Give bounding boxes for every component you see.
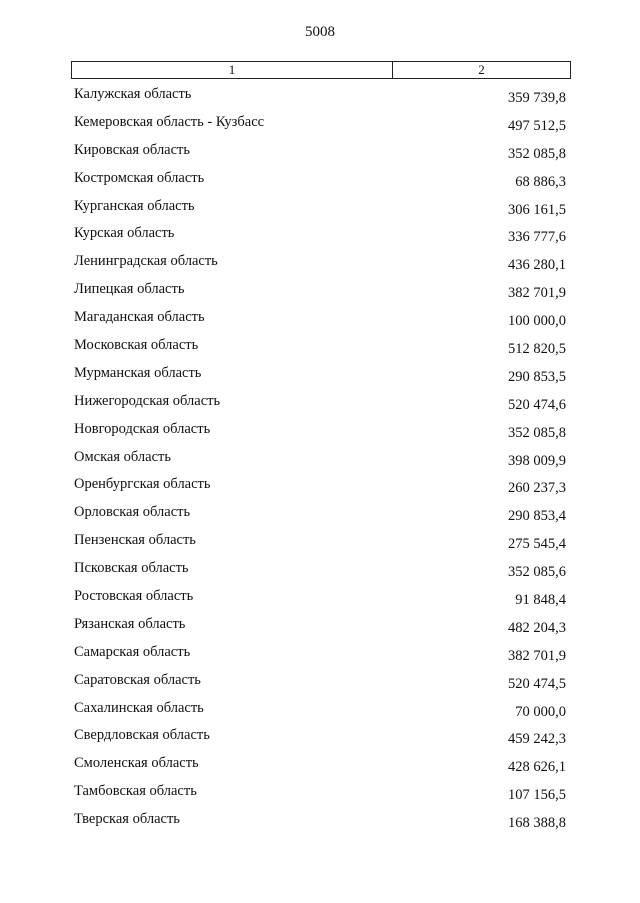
amount-value: 398 009,9 <box>508 452 566 469</box>
amount-value: 91 848,4 <box>515 592 566 609</box>
amount-value: 520 474,5 <box>508 675 566 692</box>
table-body <box>0 84 640 837</box>
region-name: Сахалинская область <box>74 699 204 716</box>
table-row <box>0 725 640 753</box>
table-header <box>71 61 571 79</box>
table-row <box>0 419 640 447</box>
amount-value: 382 701,9 <box>508 647 566 664</box>
amount-value: 100 000,0 <box>508 313 566 330</box>
amount-value: 275 545,4 <box>508 536 566 553</box>
region-name: Костромская область <box>74 169 205 186</box>
amount-value: 336 777,6 <box>508 229 566 246</box>
table-row <box>0 140 640 168</box>
region-name: Новгородская область <box>74 420 211 437</box>
table-row <box>0 223 640 251</box>
region-name: Тверская область <box>74 811 180 828</box>
table-row <box>0 614 640 642</box>
table-row <box>0 251 640 279</box>
region-name: Свердловская область <box>74 727 210 744</box>
amount-value: 428 626,1 <box>508 759 566 776</box>
amount-value: 107 156,5 <box>508 787 566 804</box>
amount-value: 70 000,0 <box>515 703 566 720</box>
column-header-1: 1 <box>72 62 393 78</box>
amount-value: 352 085,8 <box>508 424 566 441</box>
region-name: Оренбургская область <box>74 476 211 493</box>
table-row <box>0 558 640 586</box>
amount-value: 352 085,8 <box>508 145 566 162</box>
region-name: Пензенская область <box>74 532 196 549</box>
amount-value: 482 204,3 <box>508 619 566 636</box>
amount-value: 459 242,3 <box>508 731 566 748</box>
table-row <box>0 112 640 140</box>
amount-value: 306 161,5 <box>508 201 566 218</box>
table-row <box>0 307 640 335</box>
table-row <box>0 474 640 502</box>
region-name: Самарская область <box>74 643 191 660</box>
region-name: Нижегородская область <box>74 392 221 409</box>
region-name: Магаданская область <box>74 309 205 326</box>
table-row <box>0 168 640 196</box>
page-number: 5008 <box>305 24 335 40</box>
table-row <box>0 335 640 363</box>
amount-value: 260 237,3 <box>508 480 566 497</box>
region-name: Мурманская область <box>74 364 202 381</box>
table-row <box>0 642 640 670</box>
amount-value: 290 853,5 <box>508 368 566 385</box>
amount-value: 168 388,8 <box>508 815 566 832</box>
amount-value: 352 085,6 <box>508 564 566 581</box>
table-row <box>0 781 640 809</box>
amount-value: 382 701,9 <box>508 285 566 302</box>
table-row <box>0 447 640 475</box>
table-row <box>0 502 640 530</box>
table-row <box>0 698 640 726</box>
amount-value: 359 739,8 <box>508 90 566 106</box>
amount-value: 497 512,5 <box>508 117 566 134</box>
region-name: Орловская область <box>74 504 191 521</box>
region-name: Кировская область <box>74 141 191 158</box>
table-row <box>0 753 640 781</box>
amount-value: 68 886,3 <box>515 173 566 190</box>
amount-value: 436 280,1 <box>508 257 566 274</box>
region-name: Омская область <box>74 448 171 465</box>
table-row <box>0 279 640 307</box>
region-name: Кемеровская область - Кузбасс <box>74 113 265 130</box>
amount-value: 520 474,6 <box>508 396 566 413</box>
table-row <box>0 530 640 558</box>
table-row <box>0 670 640 698</box>
amount-value: 290 853,4 <box>508 508 566 525</box>
region-name: Ленинградская область <box>74 253 218 270</box>
region-name: Калужская область <box>74 86 192 102</box>
region-name: Саратовская область <box>74 671 201 688</box>
region-name: Смоленская область <box>74 755 199 772</box>
region-name: Курская область <box>74 225 175 242</box>
table-row <box>0 363 640 391</box>
region-name: Тамбовская область <box>74 783 197 800</box>
amount-value: 512 820,5 <box>508 341 566 358</box>
region-name: Курганская область <box>74 197 195 214</box>
region-name: Московская область <box>74 337 199 354</box>
table-row <box>0 809 640 837</box>
region-name: Липецкая область <box>74 281 185 298</box>
table-row <box>0 391 640 419</box>
region-name: Ростовская область <box>74 588 194 605</box>
column-header-2: 2 <box>478 62 485 77</box>
table-row <box>0 196 640 224</box>
table-row <box>0 586 640 614</box>
region-name: Псковская область <box>74 560 189 577</box>
region-name: Рязанская область <box>74 615 186 632</box>
table-row <box>0 84 640 112</box>
